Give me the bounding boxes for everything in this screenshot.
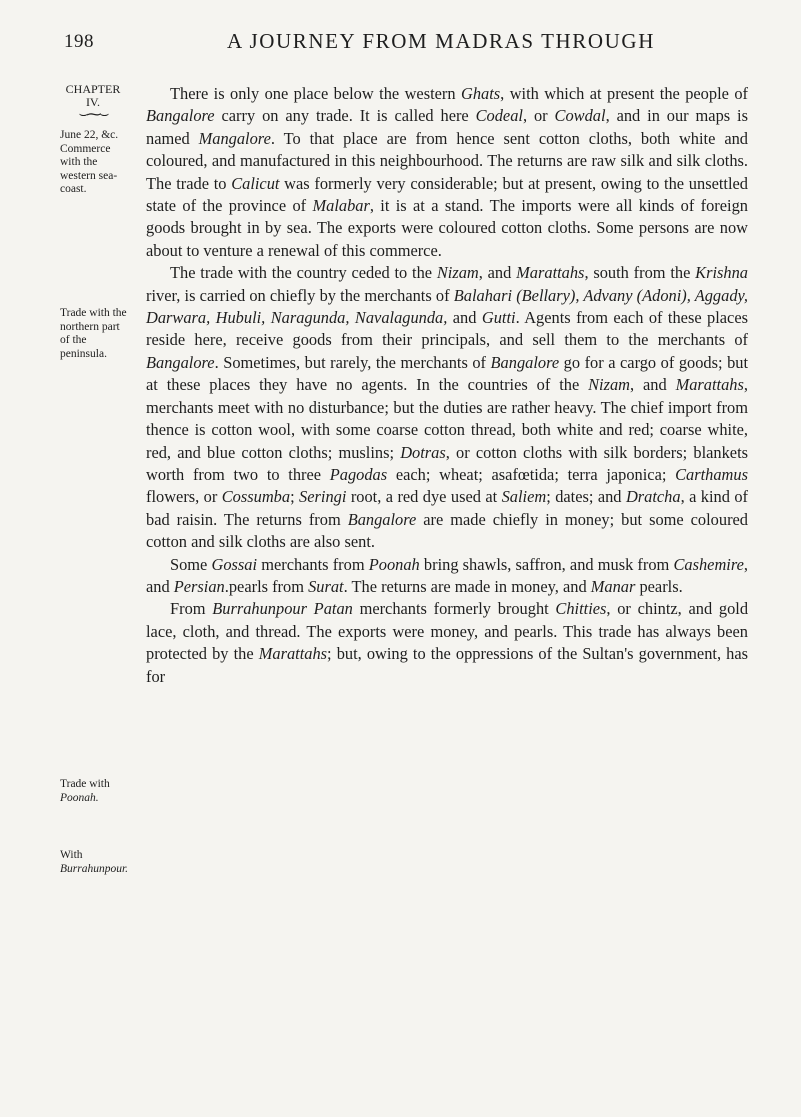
ornament-flourish: ⌣⁓⌣ xyxy=(78,107,108,123)
italic-run: Marattahs xyxy=(516,263,585,283)
text-run: . Agents from each of these places reside here, receive goods from their principals, and sell them to the merchants of xyxy=(146,308,748,350)
text-run: , and in our maps is named xyxy=(146,106,748,148)
text-run: and xyxy=(447,308,482,328)
text-run: merchants from xyxy=(257,554,369,574)
italic-run: Dotras xyxy=(400,442,446,462)
paragraph-3 xyxy=(146,554,748,599)
italic-run: Pagodas xyxy=(329,464,388,484)
margin-note-poonah xyxy=(60,778,132,805)
italic-run: Krishna xyxy=(695,263,748,283)
text-run: go for a cargo of goods; but at these places they have no agents. In the countries of the xyxy=(146,352,749,395)
italic-run: Surat xyxy=(308,576,344,596)
paragraph-4 xyxy=(146,598,748,688)
italic-run: Calicut xyxy=(231,173,280,193)
text-run: was formerly very considerable; but at present, owing to the unsettled state of the province of xyxy=(146,173,748,216)
running-head: A JOURNEY FROM MADRAS THROUGH xyxy=(227,29,655,53)
text-run: , a kind of bad raisin. The returns from xyxy=(146,487,749,529)
text-run: , or xyxy=(522,106,555,126)
text-run: , with which at present the people of xyxy=(500,84,748,103)
italic-run: Ghats xyxy=(461,84,501,103)
italic-run: Codeal xyxy=(475,106,523,126)
text-run: .pearls from xyxy=(224,576,309,596)
text-run: , or chintz, and gold lace, cloth, and thread. The exports were money, and pearls. This trade has always been protected by the xyxy=(146,599,749,664)
text-run: Some xyxy=(170,554,212,574)
italic-run: Marattahs xyxy=(675,375,744,395)
italic-run: Nizam xyxy=(436,263,479,283)
italic-run: Bangalore xyxy=(146,106,215,126)
chapter-number: IV. xyxy=(85,95,101,109)
text-run: . The returns are made in money, and xyxy=(343,576,591,596)
text-run: , merchants meet with no disturbance; but the duties are rather heavy. The chief import from thence is cotton wool, with some coarse cotton thread, both white and red; coarse white, red, and blue cotton cloths; muslins; xyxy=(146,375,748,462)
text-run: are made chiefly in money; but some coloured cotton and silk cloths are also sent. xyxy=(146,509,748,552)
italic-run: Manar xyxy=(590,576,636,596)
italic-run: Bangalore xyxy=(347,509,417,529)
paragraph-1 xyxy=(146,83,748,262)
text-run: merchants formerly brought xyxy=(352,599,556,619)
text-run: . Sometimes, but rarely, the merchants of xyxy=(214,352,491,372)
text-run: . To that place are from hence sent cotton cloths, both white and coloured, and manufactured in this neighbourhood. The returns are raw silk and silk cloths. The trade to xyxy=(146,128,748,193)
italic-run: Nizam xyxy=(588,375,631,395)
chapter-label xyxy=(60,83,126,121)
italic-run: Saliem xyxy=(501,487,547,507)
italic-run: Poonah xyxy=(368,554,420,574)
margin-note-burrahunpour-place: Burrahunpour. xyxy=(60,862,129,875)
italic-run: Malabar xyxy=(312,196,370,216)
text-run: ; but, owing to the oppressions of the Sultan's government, has for xyxy=(146,644,748,686)
italic-run: Gutti xyxy=(481,308,516,328)
text-run: root, a red dye used at xyxy=(346,487,502,507)
page-number: 198 xyxy=(64,31,94,52)
italic-run: Chitties xyxy=(555,599,607,619)
body-text xyxy=(146,83,748,688)
text-run: , and xyxy=(146,554,748,596)
margin-note-poonah-prefix: Trade with xyxy=(60,778,110,790)
text-run: flowers, or xyxy=(146,487,222,507)
chapter-word: CHAPTER xyxy=(65,82,121,96)
italic-run: Dratcha xyxy=(625,487,681,507)
text-run: river, is carried on chiefly by the merchants of xyxy=(146,285,454,305)
text-run: , or cotton cloths with silk borders; blankets worth from two to three xyxy=(146,442,748,484)
italic-run: Carthamus xyxy=(675,464,748,484)
text-run: each; wheat; asafœtida; terra japonica; xyxy=(387,464,676,484)
text-run: carry on any trade. It is called here xyxy=(214,106,476,126)
italic-run: Seringi xyxy=(299,487,347,507)
margin-note-burrahunpour xyxy=(60,849,132,876)
text-run: The trade with the country ceded to the xyxy=(170,263,437,283)
italic-run: Bangalore xyxy=(490,352,560,372)
text-run: , and xyxy=(630,375,676,395)
margin-note-burrahunpour-prefix: With xyxy=(60,849,83,861)
margin-note-commerce: June 22, &c. Commerce with the western sea-coast. xyxy=(60,129,119,195)
italic-run: Gossai xyxy=(211,554,258,574)
text-run: , and xyxy=(478,263,517,283)
paragraph-2 xyxy=(146,262,748,553)
italic-run: Marattahs xyxy=(258,644,328,664)
text-run: , south from the xyxy=(584,263,696,283)
italic-run: Cowdal xyxy=(554,106,606,126)
italic-run: Mangalore xyxy=(198,128,271,148)
text-run: , it is at a stand. The imports were all kinds of foreign goods brought in by sea. The exports were coloured cotton cloths. Some persons are now about to venture a renewal of this commerce. xyxy=(146,196,748,260)
italic-run: Bangalore xyxy=(146,352,215,372)
italic-run: Persian xyxy=(173,576,225,596)
italic-run: Burrahunpour Patan xyxy=(212,599,353,619)
text-run: ; xyxy=(290,487,300,507)
text-run: There is only one place below the western xyxy=(170,84,461,103)
text-run: pearls. xyxy=(635,576,683,596)
text-run: bring shawls, saffron, and musk from xyxy=(419,554,674,574)
margin-note-northern-trade: Trade with the northern part of the peninsula. xyxy=(60,307,127,360)
text-run: From xyxy=(170,599,213,619)
text-run: ; dates; and xyxy=(546,487,626,507)
margin-note-poonah-place: Poonah. xyxy=(60,791,99,804)
italic-run: Cashemire xyxy=(673,554,744,574)
italic-run: Balahari (Bellary), Advany (Adoni), Aggady, Darwara, Hubuli, Naragunda, Navalagunda, xyxy=(146,285,748,328)
italic-run: Cossumba xyxy=(221,487,291,507)
